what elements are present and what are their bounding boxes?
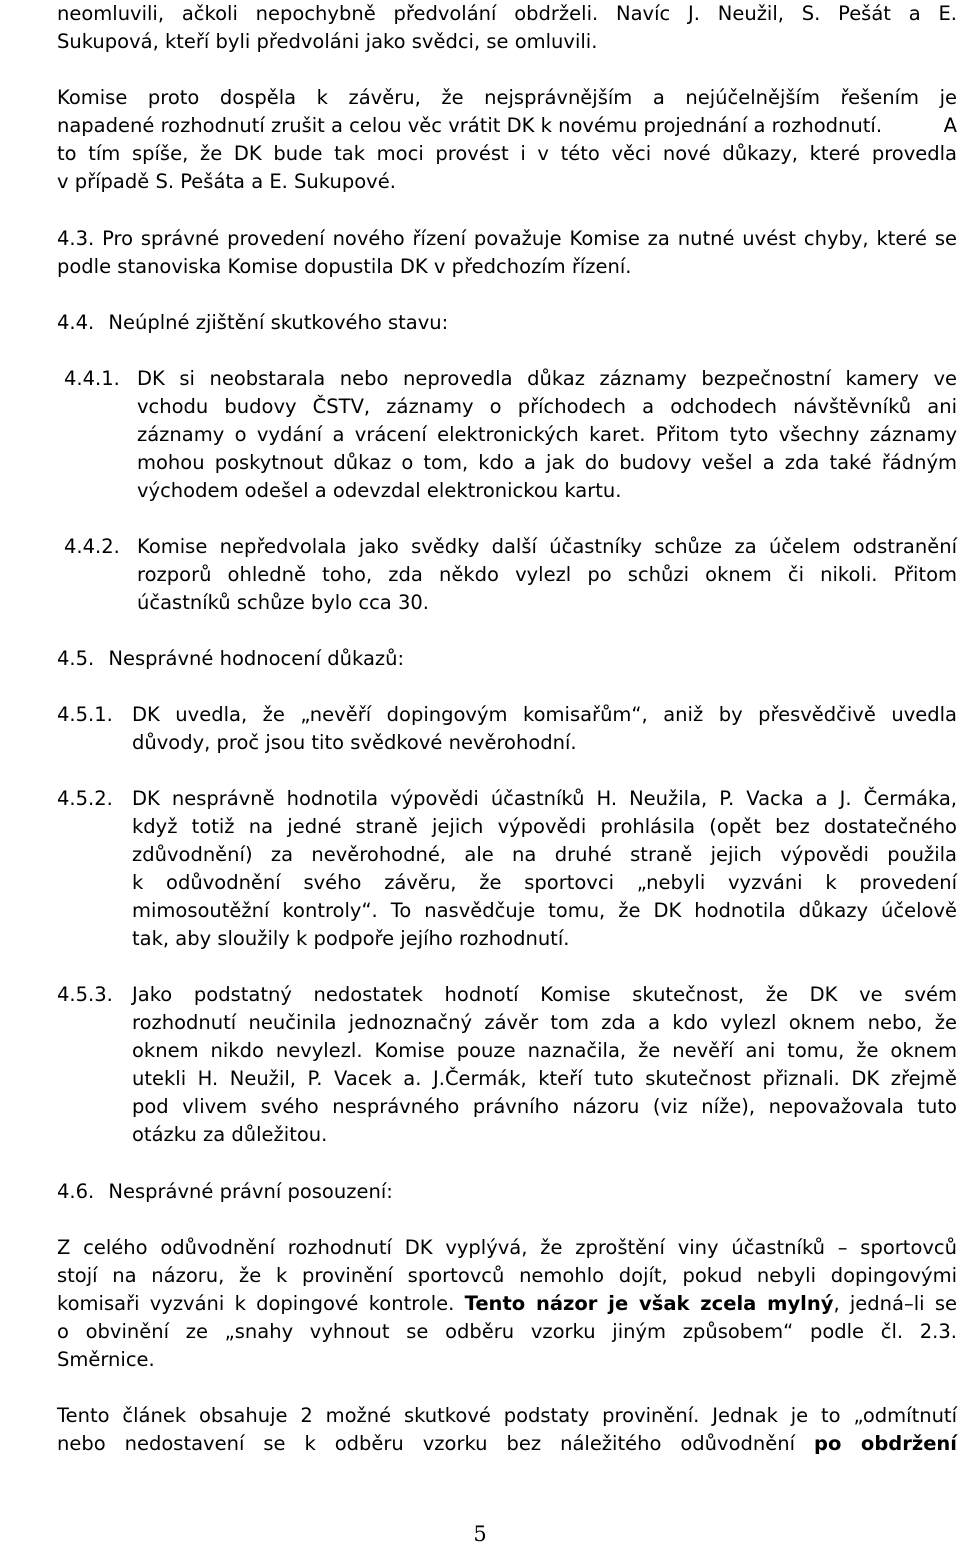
bold-emphasis: po obdržení xyxy=(814,1432,957,1455)
text-line: v případě S. Pešáta a E. Sukupové. xyxy=(57,170,396,193)
section-number: 4.4. xyxy=(57,311,95,334)
text-line: rozhodnutí neučinila jednoznačný závěr tom zda a kdo vylezl oknem nebo, že xyxy=(132,1011,957,1034)
section-title: Neúplné zjištění skutkového stavu: xyxy=(108,311,449,334)
text-line: Směrnice. xyxy=(57,1348,155,1371)
paragraph-conclusion xyxy=(57,84,957,196)
text-line: DK uvedla, že „nevěří dopingovým komisařům“, aniž by přesvědčivě uvedla xyxy=(132,703,957,726)
text-line-mixed xyxy=(57,1290,957,1318)
text-fragment: , jedná–li se xyxy=(833,1292,957,1315)
paragraph-continuation xyxy=(57,0,957,56)
subsection-text-4-4-1 xyxy=(137,365,957,505)
text-line: Sukupová, kteří byli předvoláni jako svědci, se omluvili. xyxy=(57,30,598,53)
section-number: 4.5. xyxy=(57,647,95,670)
text-fragment: Pro správné provedení nového řízení považuje Komise za nutné uvést chyby, které se xyxy=(102,227,957,250)
text-line: pod vlivem svého nesprávného právního názoru (viz níže), nepovažovala tuto xyxy=(132,1095,957,1118)
section-text-4-3 xyxy=(57,225,957,281)
subsection-number: 4.5.3. xyxy=(57,983,113,1006)
section-number: 4.6. xyxy=(57,1180,95,1203)
section-heading-4-5 xyxy=(57,645,404,673)
text-line: Komise nepředvolala jako svědky další účastníky schůze za účelem odstranění xyxy=(137,535,957,558)
text-line: Komise proto dospěla k závěru, že nejsprávnějším a nejúčelnějším řešením je xyxy=(57,86,957,109)
text-line: vchodu budovy ČSTV, záznamy o příchodech a odchodech návštěvníků ani xyxy=(137,395,957,418)
text-fragment: nebo nedostavení se k odběru vzorku bez náležitého odůvodnění xyxy=(57,1432,814,1455)
text-line: tak, aby sloužily k podpoře jejího rozhodnutí. xyxy=(132,927,570,950)
text-line: podle stanoviska Komise dopustila DK v předchozím řízení. xyxy=(57,255,632,278)
text-line: zdůvodnění) za nevěrohodné, ale na druhé straně jejich výpovědi použila xyxy=(132,843,957,866)
text-fragment: A xyxy=(943,114,957,137)
text-line: Z celého odůvodnění rozhodnutí DK vyplývá, že zproštění viny účastníků – sportovců xyxy=(57,1236,957,1259)
text-line xyxy=(57,225,957,253)
text-line: mimosoutěžní kontroly“. To nasvědčuje tomu, že DK hodnotila důkazy účelově xyxy=(132,899,957,922)
paragraph-legal-assessment xyxy=(57,1234,957,1374)
section-heading-4-6 xyxy=(57,1178,393,1206)
section-title: Nesprávné hodnocení důkazů: xyxy=(108,647,405,670)
text-line: utekli H. Neužil, P. Vacek a. J.Čermák, kteří tuto skutečnost přiznali. DK zřejmě xyxy=(132,1067,957,1090)
subsection-text-4-5-2 xyxy=(132,785,957,953)
text-line-mixed xyxy=(57,1430,957,1458)
page-number: 5 xyxy=(473,1522,487,1546)
text-line: mohou poskytnout důkaz o tom, kdo a jak do budovy vešel a zda také řádným xyxy=(137,451,957,474)
text-line: stojí na názoru, že k provinění sportovců nemohlo dojít, pokud nebyli dopingovými xyxy=(57,1264,957,1287)
text-line: o obvinění ze „snahy vyhnout se odběru vzorku jiným způsobem“ podle čl. 2.3. xyxy=(57,1320,957,1343)
section-heading-4-4 xyxy=(57,309,448,337)
subsection-number: 4.5.2. xyxy=(57,787,113,810)
text-line: k odůvodnění svého závěru, že sportovci „nebyli vyzváni k provedení xyxy=(132,871,957,894)
text-line: DK nesprávně hodnotila výpovědi účastníků H. Neužila, P. Vacka a J. Čermáka, xyxy=(132,787,957,810)
text-fragment: napadené rozhodnutí zrušit a celou věc vrátit DK k novému projednání a rozhodnutí. xyxy=(57,114,883,137)
text-line: důvody, proč jsou tito svědkové nevěrohodní. xyxy=(132,731,577,754)
subsection-number: 4.5.1. xyxy=(57,703,113,726)
paragraph-article-description xyxy=(57,1402,957,1458)
bold-emphasis: Tento názor je však zcela mylný xyxy=(464,1292,834,1315)
section-title: Nesprávné právní posouzení: xyxy=(108,1180,393,1203)
text-line: DK si neobstarala nebo neprovedla důkaz záznamy bezpečnostní kamery ve xyxy=(137,367,957,390)
text-line: oknem nikdo nevylezl. Komise pouze naznačila, že nevěří ani tomu, že oknem xyxy=(132,1039,957,1062)
subsection-text-4-4-2 xyxy=(137,533,957,617)
text-line: to tím spíše, že DK bude tak moci provést i v této věci nové důkazy, které provedla xyxy=(57,142,957,165)
text-line: účastníků schůze bylo cca 30. xyxy=(137,591,429,614)
text-line: neomluvili, ačkoli nepochybně předvolání obdrželi. Navíc J. Neužil, S. Pešát a E. xyxy=(57,2,957,25)
text-fragment: komisaři vyzváni k dopingové kontrole. xyxy=(57,1292,465,1315)
text-line: rozporů ohledně toho, zda někdo vylezl po schůzi oknem či nikoli. Přitom xyxy=(137,563,957,586)
subsection-number: 4.4.2. xyxy=(64,535,120,558)
text-line: východem odešel a odevzdal elektronickou kartu. xyxy=(137,479,622,502)
subsection-text-4-5-1 xyxy=(132,701,957,757)
text-line: otázku za důležitou. xyxy=(132,1123,328,1146)
text-line-with-continuation xyxy=(57,112,957,140)
section-number: 4.3. xyxy=(57,227,95,250)
text-line: Tento článek obsahuje 2 možné skutkové podstaty provinění. Jednak je to „odmítnutí xyxy=(57,1404,957,1427)
subsection-number: 4.4.1. xyxy=(64,367,120,390)
subsection-text-4-5-3 xyxy=(132,981,957,1149)
text-line: záznamy o vydání a vrácení elektronických karet. Přitom tyto všechny záznamy xyxy=(137,423,957,446)
text-line: když totiž na jedné straně jejich výpovědi prohlásila (opět bez dostatečného xyxy=(132,815,957,838)
text-line: Jako podstatný nedostatek hodnotí Komise skutečnost, že DK ve svém xyxy=(132,983,957,1006)
